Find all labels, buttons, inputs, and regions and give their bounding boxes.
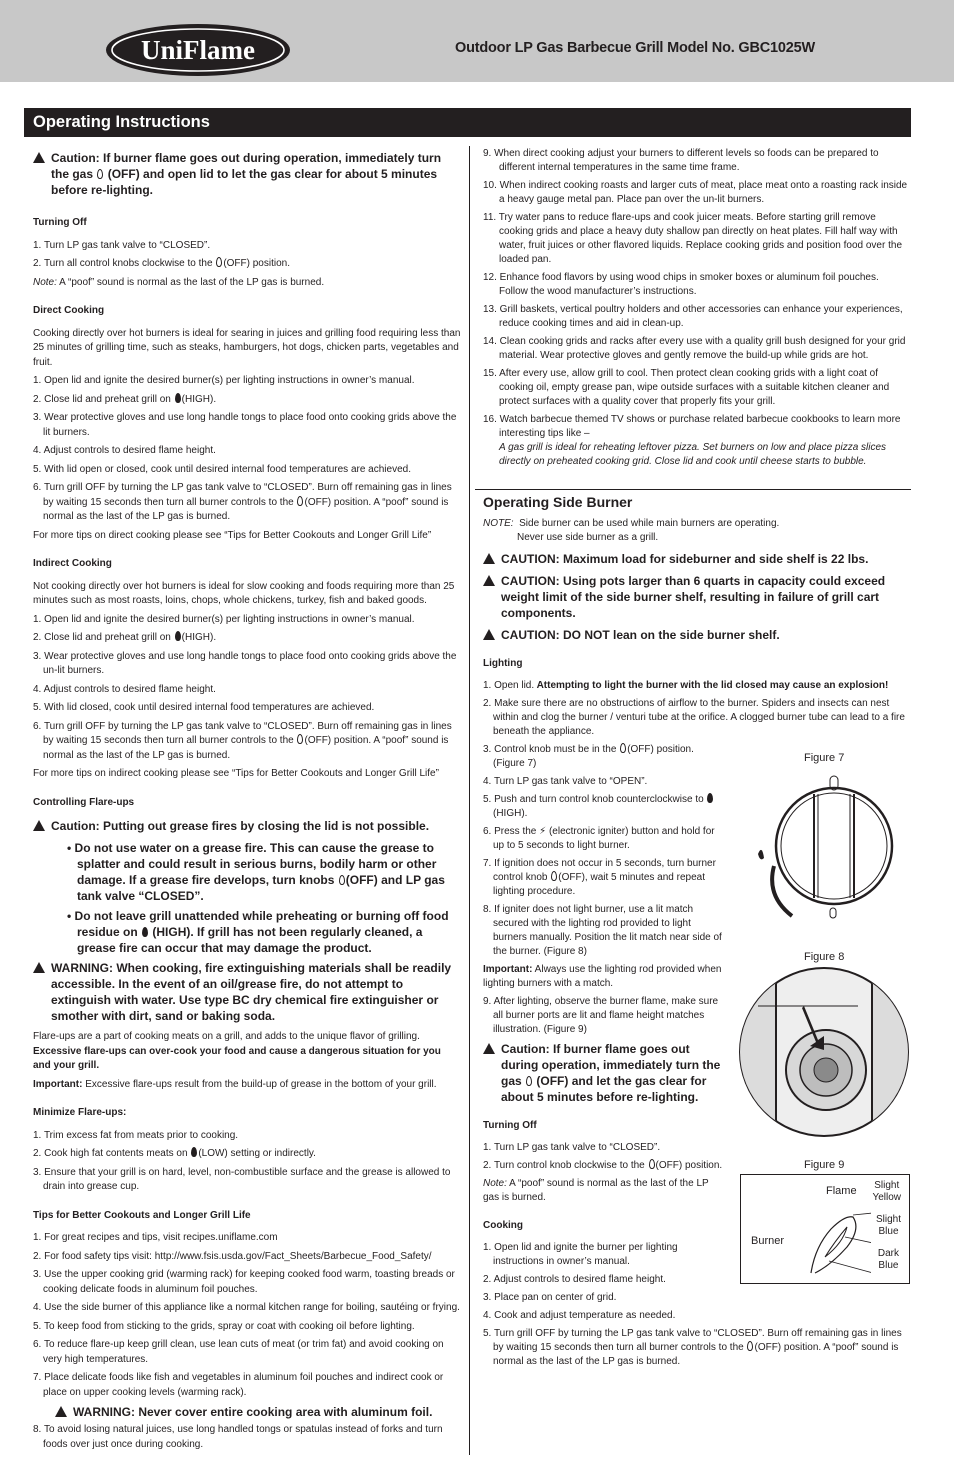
cooking-title: Cooking <box>483 1220 523 1231</box>
list-item: 5. Turn grill OFF by turning the LP gas tank valve to “CLOSED”. Burn off remaining gas in lines by waiting 15 seconds then turn all burner controls to the (OFF) position. A “poof” sound is normal as the last of the LP gas is burned. <box>483 1328 902 1367</box>
list-item: 2. Close lid and preheat grill on (HIGH). <box>33 632 217 643</box>
caution-top: Caution: If burner flame goes out during operation, immediately turn the gas (OFF) and open lid to let the gas clear for about 5 minutes before re-lighting. <box>33 150 461 198</box>
list-item: 2. Turn control knob clockwise to the (OFF) position. <box>483 1160 723 1171</box>
list-item: 14. Clean cooking grids and racks after every use with a quality grill bush designed for your grid material. Wear protective gloves and gently remove the build-up while grids are hot. <box>483 336 906 361</box>
tips-title: Tips for Better Cookouts and Longer Grill Life <box>33 1209 251 1221</box>
side-burner-divider <box>475 489 911 490</box>
list-item: 3. Wear protective gloves and use long handle tongs to place food onto cooking grids above the lit burners. <box>33 412 457 438</box>
brand-text: UniFlame <box>141 35 255 65</box>
list-item: 1. Open lid. Attempting to light the burner with the lid closed may cause an explosion! <box>483 680 889 691</box>
flare-caution: Caution: Putting out grease fires by closing the lid is not possible. <box>33 818 461 834</box>
paragraph: For more tips on indirect cooking please see “Tips for Better Cookouts and Longer Grill Life” <box>33 768 439 779</box>
list-item: 8. To avoid losing natural juices, use long handled tongs or spatulas instead of forks and turn foods over just once during cooking. <box>33 1424 443 1450</box>
list-item: 2. Cook high fat contents meats on (LOW) setting or indirectly. <box>33 1148 316 1159</box>
note: Note: A “poof” sound is normal as the last of the LP gas is burned. <box>483 1178 709 1203</box>
header-band <box>0 0 954 82</box>
list-item: 2. Adjust controls to desired flame height. <box>483 1274 666 1285</box>
side-caution-flame: Caution: If burner flame goes out during operation, immediately turn the gas (OFF) and let the gas clear for about 5 minutes before re-lighting. <box>483 1041 723 1105</box>
list-item: 8. If igniter does not light burner, use a lit match secured with the lighting rod provided to light burners manually. Position the lit match near side of the burner. (Figure 8) <box>483 904 722 957</box>
legend-dark-blue: Dark Blue <box>877 1248 899 1271</box>
foil-warning: WARNING: Never cover entire cooking area with aluminum foil. <box>33 1404 461 1420</box>
list-item: 2. Close lid and preheat grill on (HIGH). <box>33 393 217 405</box>
list-item: 1. Turn LP gas tank valve to “CLOSED”. <box>33 239 211 251</box>
section-title-bar <box>24 108 911 137</box>
flame-off-icon <box>297 734 303 744</box>
flame-low-icon <box>191 1147 197 1157</box>
flame-off-icon <box>551 871 557 881</box>
flare-bullet: • Do not leave grill unattended while preheating or burning off food residue on (HIGH). If grill has not been regularly cleaned, a grease fire can occur that may damage the product. <box>67 909 449 955</box>
list-item: 4. Adjust controls to desired flame height. <box>33 683 216 695</box>
list-item: 7. If ignition does not occur in 5 seconds, turn burner control knob (OFF), wait 5 minutes and repeat lighting procedure. <box>483 858 716 897</box>
warning-triangle-icon <box>33 152 45 163</box>
paragraph: Flare-ups are a part of cooking meats on a grill, and adds to the unique flavor of grilling. <box>33 1031 420 1042</box>
warning-triangle-icon <box>483 629 495 640</box>
list-item: 5. With lid open or closed, cook until desired internal food temperatures are achieved. <box>33 463 411 475</box>
warning-triangle-icon <box>483 1043 495 1054</box>
list-item: 5. To keep food from sticking to the grids, spray or coat with cooking oil before lighting. <box>33 1320 415 1332</box>
legend-slight-yellow: Slight Yellow <box>872 1180 901 1203</box>
column-divider <box>469 146 470 1455</box>
list-item: 1. Turn LP gas tank valve to “CLOSED”. <box>483 1142 661 1153</box>
list-item: 2. Make sure there are no obstructions of airflow to the burner. Spiders and insects can nest within and clog the burner / venturi tube at the orifice. A clogged burner tube can lead to a fire beneath the appliance. <box>483 698 905 737</box>
list-item: 3. Place pan on center of grid. <box>483 1292 617 1303</box>
list-item: 9. After lighting, observe the burner flame, make sure all burner ports are lit and flame height matches illustration. (Figure 9) <box>483 996 719 1035</box>
important-note: Important: Always use the lighting rod provided when lighting burners with a match. <box>483 964 722 989</box>
direct-cooking-title: Direct Cooking <box>33 305 105 316</box>
list-item: 1. Trim excess fat from meats prior to cooking. <box>33 1129 239 1141</box>
list-item: 1. For great recipes and tips, visit recipes.uniflame.com <box>33 1232 278 1243</box>
flare-bullet: • Do not use water on a grease fire. This can cause the grease to splatter and could result in serious burns, bodily harm or other damage. If a grease fire develops, turn knobs (OFF) and LP gas tank valve “CLOSED”. <box>67 841 445 903</box>
flame-high-icon <box>175 393 181 403</box>
list-item: 4. Use the side burner of this appliance like a normal kitchen range for boiling, sautéing or frying. <box>33 1302 460 1313</box>
side-turning-off-title: Turning Off <box>483 1120 537 1131</box>
section-title: Operating Instructions <box>33 113 210 131</box>
list-item: 15. After every use, allow grill to cool. Then protect clean cooking grids with a light coat of cooking oil, empty grease pan, wipe outside surfaces with a suitable kitchen cleaner and protect surfaces with a quality cover that properly fits your grill. <box>483 368 890 407</box>
paragraph: Important: Excessive flare-ups result from the build-up of grease in the bottom of your grill. <box>33 1078 437 1090</box>
list-item: 3. Use the upper cooking grid (warming rack) for keeping cooked food warm, toasting breads or cooking delicate foods in aluminum foil pouches. <box>33 1269 455 1295</box>
warning-triangle-icon <box>483 553 495 564</box>
warning-triangle-icon <box>33 820 45 831</box>
list-item: 3. Ensure that your grill is on hard, level, non-combustible surface and the grease is allowed to drain into grease cup. <box>33 1166 451 1192</box>
legend-slight-blue: Slight Blue <box>875 1214 901 1237</box>
model-title: Outdoor LP Gas Barbecue Grill Model No. GBC1025W <box>455 40 815 56</box>
paragraph: Cooking directly over hot burners is ideal for searing in juices and grilling food requiring less than 25 minutes of grilling time, such as steaks, hamburgers, hot dogs, chicken parts, vegetables and fruit. <box>33 327 461 368</box>
flame-off-icon <box>216 257 222 267</box>
note: NOTE: Side burner can be used while main burners are operating. <box>483 518 780 529</box>
list-item: 7. Place delicate foods like fish and vegetables in aluminum foil pouches and indirect cook or place on upper cooking levels (warming rack). <box>33 1372 444 1398</box>
note: Note: A “poof” sound is normal as the last of the LP gas is burned. <box>33 276 325 288</box>
list-item: 6. Press the ⚡ (electronic igniter) button and hold for up to 5 seconds to light burner. <box>483 826 715 851</box>
side-burner-title: Operating Side Burner <box>483 494 633 510</box>
right-column-top <box>483 147 908 473</box>
minimize-title: Minimize Flare-ups: <box>33 1107 127 1118</box>
warning-triangle-icon <box>33 962 45 973</box>
list-item: 3. Control knob must be in the (OFF) position. (Figure 7) <box>483 744 694 769</box>
figure-7-label: Figure 7 <box>804 752 845 764</box>
flame-off-icon <box>620 743 626 753</box>
list-item: 10. When indirect cooking roasts and larger cuts of meat, place meat onto a roasting rack inside a heavy gauge metal pan. Place pan over the un-lit burners. <box>483 180 908 205</box>
flame-high-icon <box>707 793 713 803</box>
warning-triangle-icon <box>55 1406 67 1417</box>
list-item: 4. Adjust controls to desired flame height. <box>33 445 216 456</box>
list-item: 2. For food safety tips visit: http://www.fsis.usda.gov/Fact_Sheets/Barbecue_Food_Safety/ <box>33 1250 432 1262</box>
list-item: 2. Turn all control knobs clockwise to the (OFF) position. <box>33 258 290 269</box>
list-item: 16. Watch barbecue themed TV shows or purchase related barbecue cookbooks to learn more interesting tips like – <box>483 414 901 439</box>
flame-label: Flame <box>826 1185 857 1197</box>
figure-9-label: Figure 9 <box>804 1159 845 1171</box>
list-item: 4. Turn LP gas tank valve to “OPEN”. <box>483 776 648 787</box>
list-item: 1. Open lid and ignite the desired burner(s) per lighting instructions in owner’s manual. <box>33 613 415 625</box>
lightning-icon: ⚡ <box>539 826 547 837</box>
flare-ups-title: Controlling Flare-ups <box>33 796 135 808</box>
list-item: 9. When direct cooking adjust your burners to different levels so foods can be prepared to different internal temperatures in the same time frame. <box>483 148 879 173</box>
warning-triangle-icon <box>483 575 495 586</box>
list-item: 1. Open lid and ignite the burner per lighting instructions in owner’s manual. <box>483 1242 678 1267</box>
left-column <box>33 150 461 1456</box>
burner-label: Burner <box>751 1235 785 1247</box>
flame-high-icon <box>142 927 148 937</box>
list-item: 12. Enhance food flavors by using wood chips in smoker boxes or aluminum foil pouches. Follow the wood manufacturer’s instructions. <box>483 272 879 297</box>
list-item: 11. Try water pans to reduce flare-ups and cook juicer meats. Before starting grill remove cooking grids and place a heavy duty shallow pan directly on heat plates. Fill half way with water, fruit juices or other flavored liquids. Replace cooking grids and position food over the loaded pan. <box>483 212 903 265</box>
list-item: 5. Push and turn control knob counterclockwise to (HIGH). <box>483 793 723 821</box>
list-item: 1. Open lid and ignite the desired burner(s) per lighting instructions in owner’s manual. <box>33 375 415 386</box>
flame-shape-icon <box>801 1195 871 1275</box>
pizza-tip: A gas grill is ideal for reheating leftover pizza. Set burners on low and place pizza slices directly on preheated cooking grid. Close lid and cook until cheese starts to bubble. <box>499 442 887 467</box>
side-caution-load: CAUTION: Maximum load for sideburner and side shelf is 22 lbs. <box>483 551 908 567</box>
flame-high-icon <box>175 631 181 641</box>
side-caution-pots: CAUTION: Using pots larger than 6 quarts in capacity could exceed weight limit of the side burner shelf, resulting in failure of grill cart components. <box>483 573 908 621</box>
paragraph: Not cooking directly over hot burners is ideal for slow cooking and foods requiring more than 25 minutes such as most roasts, loins, chops, whole chickens, turkey, fish and baked goods. <box>33 580 455 606</box>
flame-off-icon <box>747 1341 753 1351</box>
list-item: 6. Turn grill OFF by turning the LP gas tank valve to “CLOSED”. Burn off remaining gas in lines by waiting 15 seconds then turn all burner controls to the (OFF) position. A “poof” sound is normal as the last of the LP gas is burned. <box>33 720 452 761</box>
figure-7-knob <box>752 766 912 926</box>
list-item: 13. Grill baskets, vertical poultry holders and other accessories can enhance your experiences, reduce cooking times and aid in clean-up. <box>483 304 903 329</box>
list-item: 3. Wear protective gloves and use long handle tongs to place food onto cooking grids above the un-lit burners. <box>33 650 457 676</box>
list-item: 5. With lid closed, cook until desired internal food temperatures are achieved. <box>33 702 375 713</box>
flame-off-icon <box>649 1159 655 1169</box>
flare-warning: WARNING: When cooking, fire extinguishing materials shall be readily accessible. In the event of an oil/grease fire, do not attempt to extinguish with water. Use type BC dry chemical fire extinguisher or smother with dirt, sand or baking soda. <box>33 960 461 1024</box>
turning-off-title: Turning Off <box>33 217 87 228</box>
uniflame-logo <box>104 22 292 78</box>
figure-9-flame-diagram <box>740 1174 910 1284</box>
note: Never use side burner as a grill. <box>517 532 659 543</box>
list-item: 6. To reduce flare-up keep grill clean, use lean cuts of meat (or trim fat) and avoid cooking on very high temperatures. <box>33 1339 444 1365</box>
flame-off-icon <box>297 496 303 506</box>
list-item: 4. Cook and adjust temperature as needed. <box>483 1310 676 1321</box>
side-caution-lean: CAUTION: DO NOT lean on the side burner shelf. <box>483 627 908 643</box>
paragraph: For more tips on direct cooking please see “Tips for Better Cookouts and Longer Grill Life” <box>33 529 432 541</box>
flame-off-icon <box>339 875 345 885</box>
flame-off-icon <box>97 169 103 179</box>
figure-8-burner <box>738 966 910 1138</box>
figure-8-label: Figure 8 <box>804 951 845 963</box>
paragraph: Excessive flare-ups can over-cook your food and cause a dangerous situation for you and your grill. <box>33 1045 441 1071</box>
flame-off-icon <box>526 1076 532 1086</box>
lighting-title: Lighting <box>483 658 523 669</box>
list-item: 6. Turn grill OFF by turning the LP gas tank valve to “CLOSED”. Burn off remaining gas in lines by waiting 15 seconds then turn all burner controls to the (OFF) position. A “poof” sound is normal as the last of the LP gas is burned. <box>33 482 452 522</box>
indirect-cooking-title: Indirect Cooking <box>33 558 112 569</box>
